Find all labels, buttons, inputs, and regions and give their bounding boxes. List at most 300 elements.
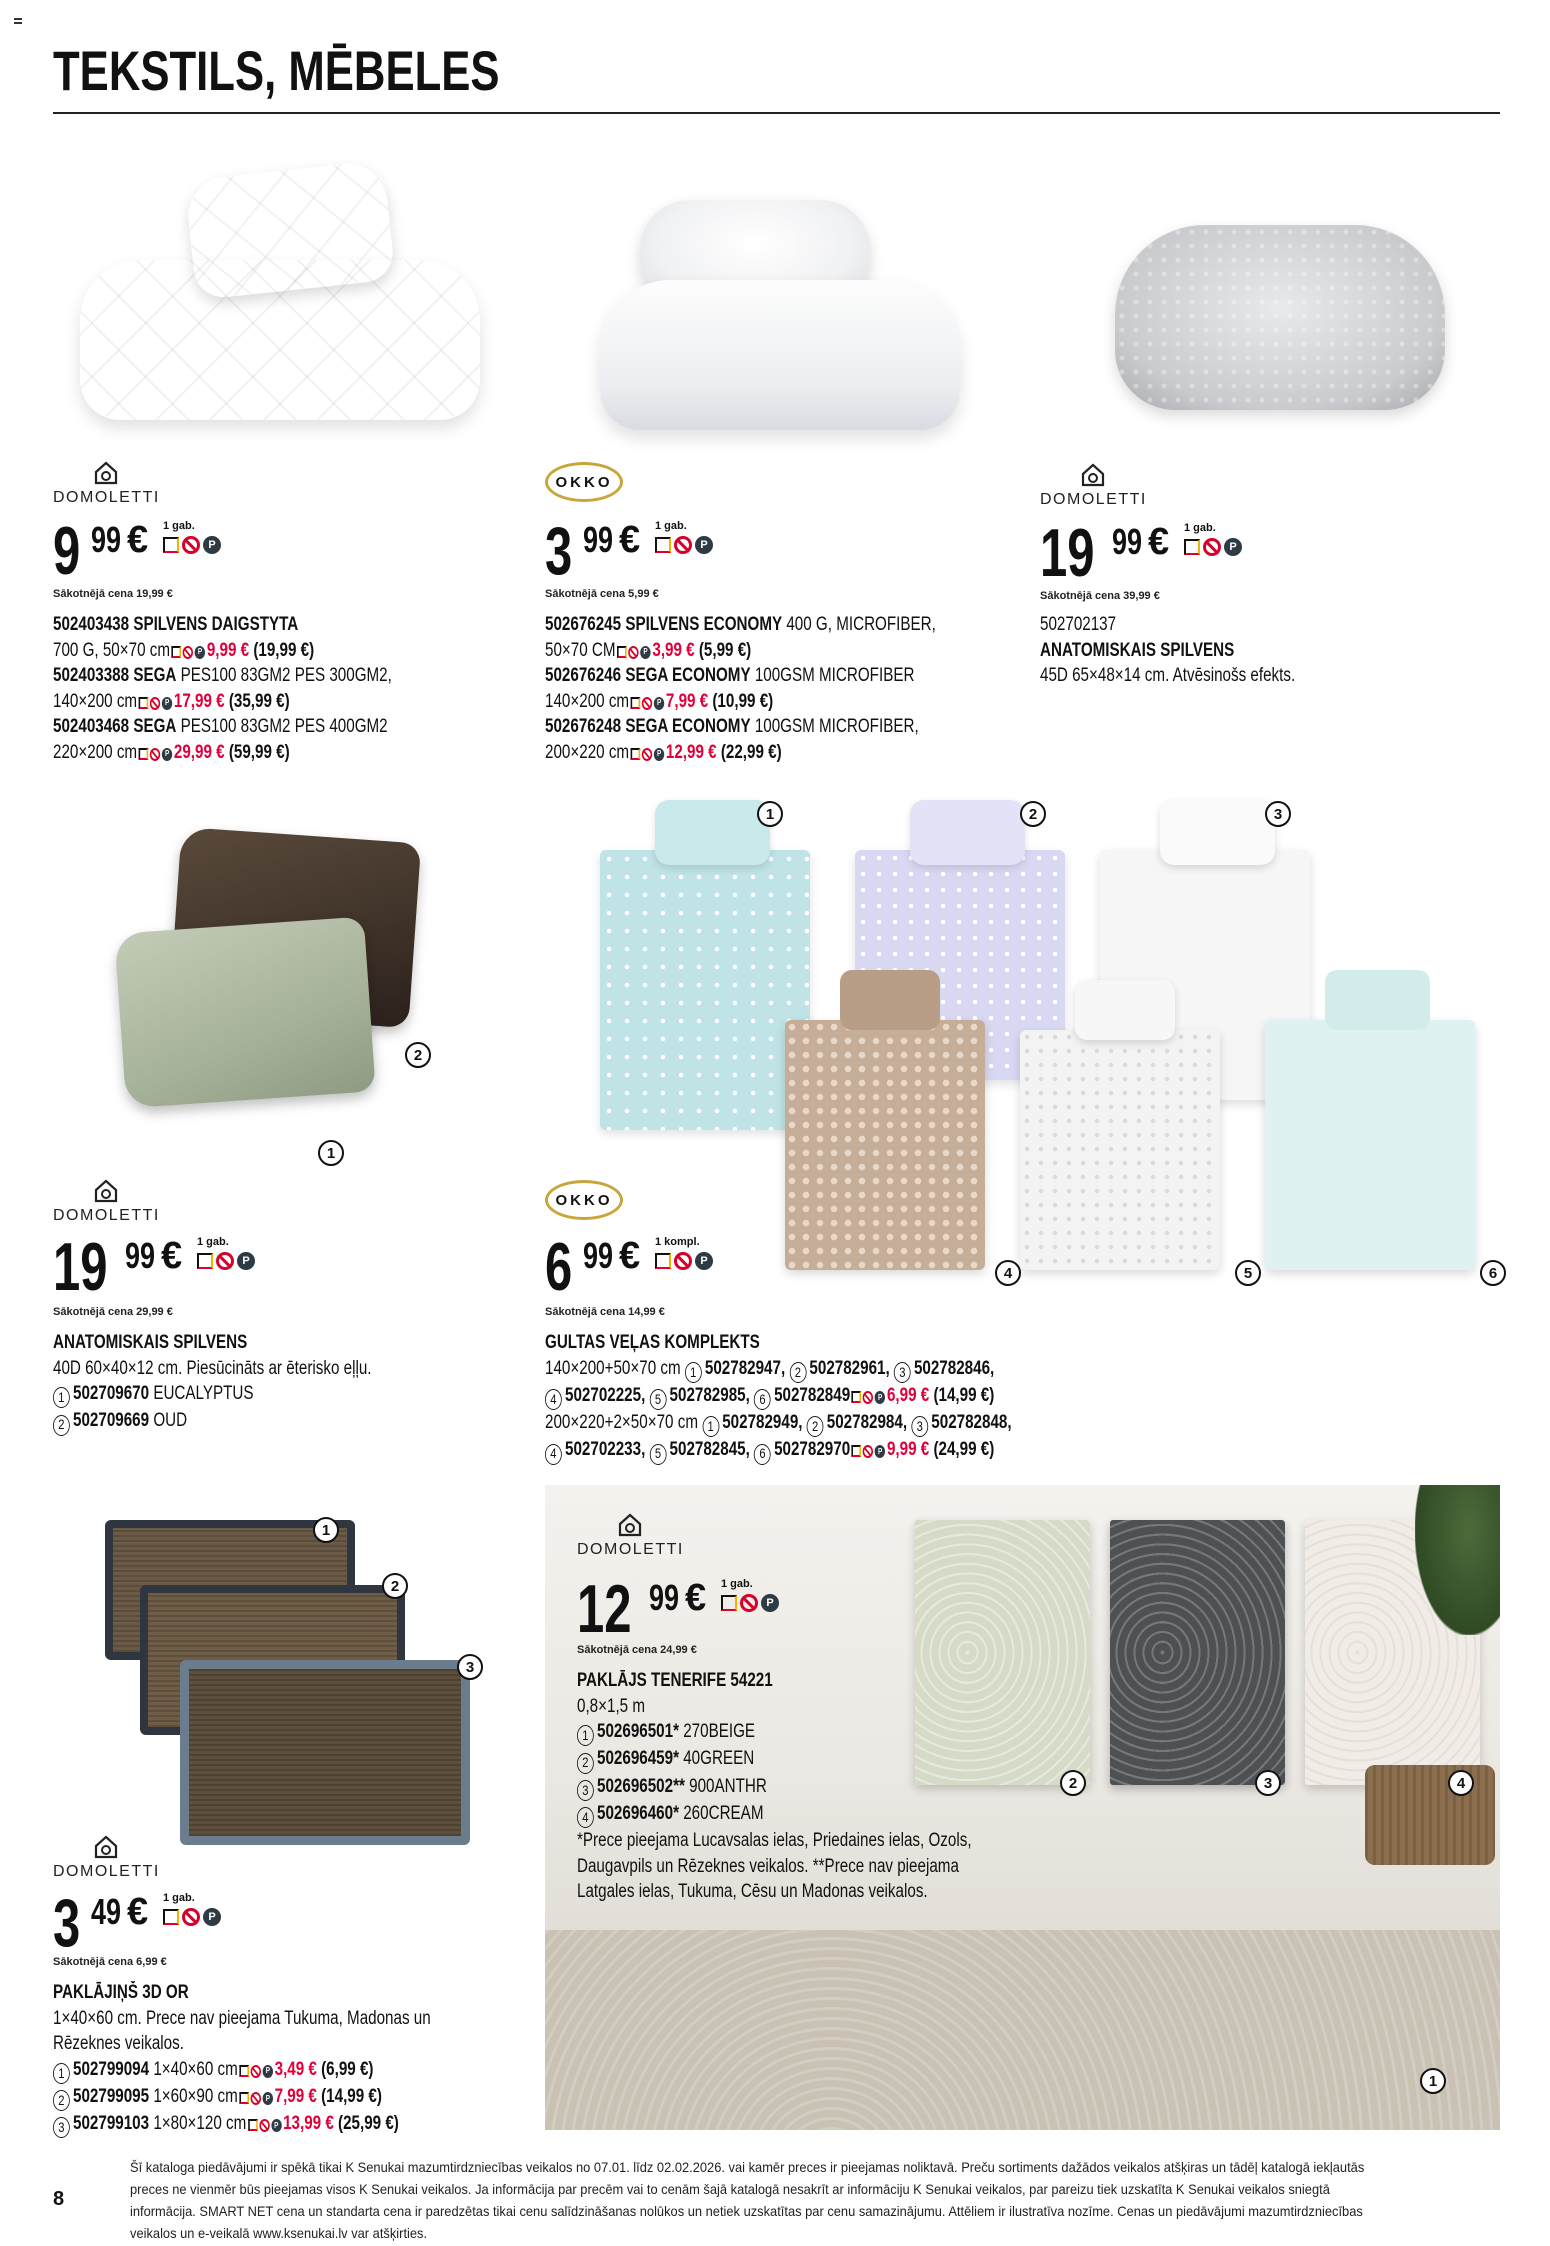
product-spec: 140×200 cm — [545, 690, 630, 712]
sale-price: 3,49 € — [274, 2058, 317, 2080]
no-discount-icon — [863, 1445, 873, 1458]
brand-logo-domoletti — [53, 1834, 160, 1881]
loyalty-card-icon — [163, 1909, 179, 1925]
price-currency: € — [127, 519, 149, 561]
product-spec: 220×200 cm — [53, 741, 138, 763]
footer-disclaimer: Šī kataloga piedāvājumi ir spēkā tikai K Senukai mazumtirdzniecības veikalos no 07.01. līdz 02.02.2026. vai kamēr preces ir pieejamas noliktavā. Preču sortiments dažādos veikalos atšķiras un tādēļ katalogā iekļautās preces ne vienmēr būs pieejamas visos K Senukai veikalos. Ja informācija par precēm vai to cenām šajā katalogā nesakrīt ar informāciju K Senukai veikalos, par pareizu tiek uzskatīta K Senukai veikalos sniegtā informācija. SMART NET cena un standarta cena ir paredzētas tikai cenu salīdzināšanas nolūkos un netiek uzskatītas par cenu samazinājumu. Attēliem ir ilustratīva nozīme. Cenas un piedāvājumi mazumtirdzniecības veikalos un e-veikalā www.ksenukai.lv var atšķirties. — [130, 2159, 1365, 2241]
variant-number: 1 — [702, 1416, 719, 1437]
original-price: Sākotnējā cena 5,99 € — [545, 588, 659, 600]
sale-price: 12,99 € — [665, 741, 717, 763]
price-icons-small — [239, 2065, 273, 2078]
price-currency: € — [619, 1235, 641, 1277]
product-code: 502702225, — [565, 1384, 646, 1406]
loyalty-card-icon — [617, 646, 627, 658]
product-description — [53, 1980, 431, 2138]
product-description — [577, 1668, 972, 1905]
product-name: SEGA ECONOMY — [625, 716, 751, 737]
price-icons — [721, 1594, 779, 1612]
variant-number: 1 — [685, 1362, 702, 1383]
variant-name: OUD — [153, 1410, 188, 1432]
product-code: 502799103 — [73, 2113, 150, 2134]
bedding-set-4 — [785, 1020, 985, 1270]
price-unit-box — [655, 1236, 713, 1270]
price-icons-small — [852, 1391, 886, 1404]
product-code: 502709670 — [73, 1383, 150, 1404]
p-icon: P — [237, 1252, 255, 1270]
p-icon: P — [203, 1908, 221, 1926]
price-decimals: 99 — [1112, 521, 1143, 562]
price-integer: 3 — [545, 513, 573, 589]
p-icon: P — [695, 536, 713, 554]
bedding-pillow-5 — [1075, 980, 1175, 1040]
product-name: SPILVENS ECONOMY — [625, 614, 783, 635]
loyalty-card-icon — [163, 537, 179, 553]
bedding-set-5 — [1020, 1030, 1220, 1270]
variant-number: 4 — [995, 1260, 1021, 1286]
product-image-bedding-sets — [590, 790, 1500, 1280]
price-unit-box — [163, 520, 221, 554]
regular-price: (14,99 €) — [933, 1384, 995, 1406]
product-name: PAKLĀJS TENERIFE 54221 — [577, 1670, 773, 1691]
variant-number: 5 — [650, 1444, 667, 1465]
variant-number: 5 — [650, 1389, 667, 1410]
original-price: Sākotnējā cena 14,99 € — [545, 1306, 665, 1318]
price-tag — [577, 1571, 779, 1647]
product-code: 502782849 — [774, 1384, 851, 1406]
p-icon: P — [875, 1445, 885, 1458]
price-icons-small — [631, 748, 665, 761]
price-tag — [1040, 515, 1242, 591]
brand-logo-domoletti — [1040, 462, 1147, 509]
regular-price: (24,99 €) — [933, 1439, 995, 1461]
blanket-shape — [80, 260, 480, 420]
sale-price: 17,99 € — [173, 690, 225, 712]
product-spec: 45D 65×48×14 cm. Atvēsinošs efekts. — [1040, 665, 1296, 686]
product-description — [1040, 612, 1295, 689]
p-icon: P — [195, 646, 205, 659]
product-spec: 200×220 cm — [545, 741, 630, 763]
variant-number: 2 — [53, 1415, 70, 1436]
p-icon: P — [695, 1252, 713, 1270]
loyalty-card-icon — [239, 2065, 249, 2077]
variant-number: 4 — [1448, 1770, 1474, 1796]
brand-name: DOMOLETTI — [53, 1207, 160, 1224]
product-spec: 140×200 cm — [53, 690, 138, 712]
brand-logo-okko: OKKO — [545, 462, 623, 502]
product-image-door-mats — [95, 1520, 475, 1850]
no-discount-icon — [642, 697, 652, 710]
price-tag — [53, 513, 221, 589]
availability-note: *Prece pieejama Lucavsalas ielas, Priedaines ielas, Ozols, — [577, 1830, 972, 1851]
sale-price: 29,99 € — [173, 741, 225, 763]
price-integer: 12 — [577, 1571, 632, 1647]
product-description — [53, 612, 392, 765]
original-price: Sākotnējā cena 39,99 € — [1040, 590, 1160, 602]
house-icon — [93, 1178, 119, 1204]
product-code: 502782961, — [809, 1357, 890, 1379]
loyalty-card-icon — [197, 1253, 213, 1269]
price-unit: 1 kompl. — [655, 1236, 700, 1248]
variant-number: 1 — [313, 1517, 339, 1543]
original-price: Sākotnējā cena 24,99 € — [577, 1644, 697, 1656]
product-code: 502676246 — [545, 665, 622, 686]
product-code: 502403468 — [53, 716, 130, 737]
product-code: 502782846, — [913, 1357, 995, 1379]
product-code: 502782970 — [774, 1439, 851, 1461]
price-icons-small — [631, 697, 665, 710]
product-description — [545, 1330, 1012, 1465]
loyalty-card-icon — [721, 1595, 737, 1611]
variant-number: 5 — [1235, 1260, 1261, 1286]
loyalty-card-icon — [1184, 539, 1200, 555]
product-spec: 40D 60×40×12 cm. Piesūcināts ar ēterisko eļļu. — [53, 1357, 372, 1379]
variant-number: 3 — [1255, 1770, 1281, 1796]
no-discount-icon — [251, 2065, 261, 2078]
variant-number: 4 — [545, 1389, 562, 1410]
bedding-set-6 — [1265, 1020, 1475, 1270]
bedding-pillow-2 — [910, 800, 1025, 865]
bedding-pillow-4 — [840, 970, 940, 1030]
product-code: 502403388 — [53, 665, 130, 686]
product-code: 502782947, — [704, 1357, 786, 1379]
price-icons-small — [239, 2092, 273, 2105]
product-code: 502696501* — [597, 1721, 679, 1742]
availability-note: Latgales ielas, Tukuma, Cēsu un Madonas veikalos. — [577, 1881, 928, 1902]
brand-logo-domoletti — [53, 460, 160, 507]
pillow-eucalyptus-shape — [114, 916, 376, 1108]
brand-logo-domoletti — [53, 1178, 160, 1225]
p-icon: P — [203, 536, 221, 554]
p-icon: P — [654, 697, 664, 710]
price-currency: € — [1148, 521, 1170, 563]
variant-number: 4 — [545, 1444, 562, 1465]
no-discount-icon — [150, 748, 160, 761]
variant-number: 3 — [457, 1654, 483, 1680]
brand-logo-okko: OKKO — [545, 1180, 623, 1220]
price-unit: 1 gab. — [163, 520, 195, 532]
price-tag — [53, 1885, 221, 1961]
price-currency: € — [127, 1891, 149, 1933]
product-spec: 200×220+2×50×70 cm — [545, 1412, 698, 1433]
variant-number: 3 — [894, 1362, 911, 1383]
variant-number: 3 — [53, 2117, 70, 2138]
p-icon: P — [654, 748, 664, 761]
no-discount-icon — [674, 1252, 692, 1270]
variant-number: 4 — [577, 1807, 594, 1828]
bedding-set-1 — [600, 850, 810, 1130]
sale-price: 7,99 € — [665, 690, 709, 712]
regular-price: (25,99 €) — [338, 2113, 399, 2134]
no-discount-icon — [183, 646, 193, 659]
product-code: 502782949, — [722, 1412, 803, 1433]
variant-number: 6 — [754, 1389, 771, 1410]
product-description — [545, 612, 936, 765]
price-integer: 3 — [53, 1885, 81, 1961]
product-code: 502799095 — [73, 2085, 150, 2107]
variant-number: 3 — [1265, 801, 1291, 827]
variant-number: 1 — [577, 1725, 594, 1746]
product-name: ANATOMISKAIS SPILVENS — [1040, 639, 1235, 661]
price-icons — [655, 536, 713, 554]
duvet-shape — [600, 280, 960, 430]
product-spec: 140×200+50×70 cm — [545, 1357, 681, 1379]
no-discount-icon — [740, 1594, 758, 1612]
menu-mark — [14, 18, 22, 24]
price-decimals: 99 — [583, 519, 614, 560]
price-unit: 1 gab. — [1184, 522, 1216, 534]
variant-number: 6 — [754, 1444, 771, 1465]
price-currency: € — [619, 519, 641, 561]
bedding-pillow-6 — [1325, 970, 1430, 1030]
loyalty-card-icon — [852, 1391, 862, 1403]
no-discount-icon — [674, 536, 692, 554]
price-decimals: 99 — [125, 1235, 156, 1276]
loyalty-card-icon — [631, 697, 641, 709]
no-discount-icon — [150, 697, 160, 710]
price-icons-small — [139, 748, 173, 761]
product-code: 502403438 — [53, 614, 130, 635]
variant-name: 260CREAM — [683, 1802, 764, 1824]
sale-price: 6,99 € — [886, 1384, 930, 1406]
no-discount-icon — [259, 2119, 269, 2132]
price-unit: 1 gab. — [163, 1892, 195, 1904]
regular-price: (59,99 €) — [228, 741, 290, 763]
product-spec: 1×40×60 cm. Prece nav pieejama Tukuma, Madonas un — [53, 2007, 431, 2029]
variant-number: 2 — [1060, 1770, 1086, 1796]
product-code: 502782985, — [669, 1384, 750, 1406]
price-icons — [163, 1908, 221, 1926]
original-price: Sākotnējā cena 29,99 € — [53, 1306, 173, 1318]
p-icon: P — [1224, 538, 1242, 556]
variant-name: 900ANTHR — [689, 1775, 767, 1797]
basket-decor — [1365, 1765, 1495, 1865]
product-code: 502676248 — [545, 716, 622, 737]
variant-number: 1 — [318, 1140, 344, 1166]
product-spec: 400 G, MICROFIBER, — [786, 614, 936, 635]
brand-name: DOMOLETTI — [53, 489, 160, 506]
price-integer: 19 — [1040, 515, 1095, 591]
loyalty-card-icon — [239, 2092, 249, 2104]
variant-number: 6 — [1480, 1260, 1506, 1286]
p-icon: P — [263, 2065, 273, 2078]
price-unit: 1 gab. — [721, 1578, 753, 1590]
original-price: Sākotnējā cena 6,99 € — [53, 1956, 167, 1968]
price-unit-box — [163, 1892, 221, 1926]
product-name: SEGA — [133, 716, 177, 737]
product-spec: 100GSM MICROFIBER — [754, 665, 915, 686]
availability-note: Daugavpils un Rēzeknes veikalos. **Prece nav pieejama — [577, 1855, 959, 1877]
product-name: SEGA — [133, 665, 177, 686]
house-icon — [617, 1512, 643, 1538]
product-code: 502696460* — [597, 1802, 679, 1824]
product-code: 502702137 — [1040, 614, 1117, 635]
house-icon — [93, 460, 119, 486]
sale-price: 9,99 € — [206, 639, 250, 661]
product-image-economy — [600, 200, 960, 430]
product-code: 502702233, — [565, 1439, 646, 1461]
no-discount-icon — [216, 1252, 234, 1270]
no-discount-icon — [863, 1391, 873, 1404]
price-icons — [197, 1252, 255, 1270]
p-icon: P — [271, 2119, 281, 2132]
regular-price: (6,99 €) — [321, 2058, 374, 2080]
price-icons-small — [617, 646, 651, 659]
title-divider — [53, 112, 1500, 114]
product-image-anatomic-pillow — [1115, 225, 1445, 410]
bedding-pillow-1 — [655, 800, 770, 865]
floor-rug — [545, 1930, 1500, 2130]
product-code: 502782848, — [931, 1412, 1012, 1433]
product-name: ANATOMISKAIS SPILVENS — [53, 1332, 248, 1353]
loyalty-card-icon — [139, 697, 149, 709]
sale-price: 3,99 € — [652, 639, 695, 661]
variant-number: 2 — [577, 1753, 594, 1774]
p-icon: P — [263, 2092, 273, 2105]
brand-name: DOMOLETTI — [577, 1541, 684, 1558]
price-currency: € — [161, 1235, 183, 1277]
brand-name: DOMOLETTI — [1040, 491, 1147, 508]
rug-sample-anthracite — [1110, 1520, 1285, 1785]
price-icons-small — [139, 697, 173, 710]
variant-number: 2 — [53, 2090, 70, 2111]
original-price: Sākotnējā cena 19,99 € — [53, 588, 173, 600]
variant-number: 1 — [53, 2063, 70, 2084]
variant-number: 1 — [1420, 2068, 1446, 2094]
price-decimals: 49 — [91, 1891, 122, 1932]
price-unit: 1 gab. — [655, 520, 687, 532]
price-integer: 6 — [545, 1229, 573, 1305]
product-code: 502709669 — [73, 1410, 150, 1432]
product-code: 502799094 — [73, 2058, 150, 2080]
page-number: 8 — [53, 2188, 65, 2210]
price-icons — [163, 536, 221, 554]
page-title: TEKSTILS, MĒBELES — [53, 39, 500, 102]
product-spec: PES100 83GM2 PES 300GM2, — [180, 665, 392, 686]
sale-price: 13,99 € — [283, 2113, 334, 2134]
variant-name: 40GREEN — [683, 1748, 755, 1770]
no-discount-icon — [182, 536, 200, 554]
no-discount-icon — [251, 2092, 261, 2105]
price-integer: 9 — [53, 513, 81, 589]
product-spec: 700 G, 50×70 cm — [53, 639, 171, 661]
regular-price: (35,99 €) — [228, 690, 290, 712]
no-discount-icon — [1203, 538, 1221, 556]
variant-size: 1×40×60 cm — [153, 2058, 238, 2080]
no-discount-icon — [182, 1908, 200, 1926]
sale-price: 7,99 € — [274, 2085, 317, 2107]
price-unit-box — [721, 1578, 779, 1612]
price-tag — [53, 1229, 255, 1305]
variant-number: 2 — [789, 1362, 806, 1383]
price-currency: € — [685, 1577, 707, 1619]
price-icons-small — [172, 646, 206, 659]
price-decimals: 99 — [583, 1235, 614, 1276]
product-code: 502676245 — [545, 614, 622, 635]
p-icon: P — [875, 1391, 885, 1404]
variant-number: 2 — [807, 1416, 824, 1437]
price-unit: 1 gab. — [197, 1236, 229, 1248]
no-discount-icon — [642, 748, 652, 761]
variant-number: 2 — [1020, 801, 1046, 827]
p-icon: P — [640, 646, 650, 659]
loyalty-card-icon — [852, 1445, 862, 1457]
price-icons — [1184, 538, 1242, 556]
product-code: 502696502** — [597, 1775, 685, 1797]
loyalty-card-icon — [139, 748, 149, 760]
price-decimals: 99 — [649, 1577, 680, 1618]
price-tag — [545, 513, 713, 589]
regular-price: (10,99 €) — [712, 690, 774, 712]
product-image-pillow-blanket — [80, 170, 480, 430]
variant-name: 270BEIGE — [683, 1721, 756, 1742]
product-name: SPILVENS DAIGSTYTA — [133, 614, 299, 635]
variant-name: EUCALYPTUS — [153, 1383, 254, 1404]
loyalty-card-icon — [248, 2119, 258, 2131]
p-icon: P — [162, 748, 172, 761]
variant-number: 2 — [405, 1042, 431, 1068]
product-name: PAKLĀJIŅŠ 3D OR — [53, 1982, 189, 2003]
sale-price: 9,99 € — [886, 1439, 930, 1461]
variant-number: 3 — [911, 1416, 928, 1437]
price-icons-small — [852, 1445, 886, 1458]
variant-size: 1×80×120 cm — [153, 2113, 247, 2134]
product-code: 502782845, — [669, 1439, 750, 1461]
price-unit-box — [197, 1236, 255, 1270]
product-spec: PES100 83GM2 PES 400GM2 — [180, 716, 388, 737]
product-description — [53, 1330, 372, 1436]
house-icon — [93, 1834, 119, 1860]
product-image-anatomic-pillows — [120, 835, 440, 1105]
no-discount-icon — [628, 646, 638, 659]
product-spec: Rēzeknes veikalos. — [53, 2033, 184, 2054]
product-spec: 50×70 CM — [545, 639, 616, 661]
p-icon: P — [162, 697, 172, 710]
regular-price: (5,99 €) — [698, 639, 752, 661]
price-icons-small — [248, 2119, 282, 2132]
regular-price: (22,99 €) — [720, 741, 782, 763]
loyalty-card-icon — [172, 646, 182, 658]
loyalty-card-icon — [655, 1253, 671, 1269]
product-name: GULTAS VEĻAS KOMPLEKTS — [545, 1332, 760, 1353]
variant-size: 1×60×90 cm — [153, 2085, 238, 2107]
variant-number: 3 — [577, 1780, 594, 1801]
price-decimals: 99 — [91, 519, 122, 560]
regular-price: (19,99 €) — [253, 639, 315, 661]
loyalty-card-icon — [655, 537, 671, 553]
regular-price: (14,99 €) — [321, 2085, 382, 2107]
house-icon — [1080, 462, 1106, 488]
plant-leaf-decor — [1415, 1485, 1500, 1635]
product-spec: 100GSM MICROFIBER, — [754, 716, 919, 737]
loyalty-card-icon — [631, 748, 641, 760]
variant-number: 1 — [757, 801, 783, 827]
price-unit-box — [655, 520, 713, 554]
brand-name: DOMOLETTI — [53, 1863, 160, 1880]
product-code: 502782984, — [826, 1412, 908, 1433]
price-tag — [545, 1229, 713, 1305]
door-mat-3 — [180, 1660, 470, 1845]
price-integer: 19 — [53, 1229, 108, 1305]
price-icons — [655, 1252, 713, 1270]
product-spec: 0,8×1,5 m — [577, 1695, 646, 1717]
product-name: SEGA ECONOMY — [625, 665, 751, 686]
price-unit-box — [1184, 522, 1242, 556]
variant-number: 1 — [53, 1387, 70, 1408]
p-icon: P — [761, 1594, 779, 1612]
product-code: 502696459* — [597, 1748, 679, 1770]
bedding-pillow-3 — [1160, 800, 1275, 865]
variant-number: 2 — [382, 1573, 408, 1599]
